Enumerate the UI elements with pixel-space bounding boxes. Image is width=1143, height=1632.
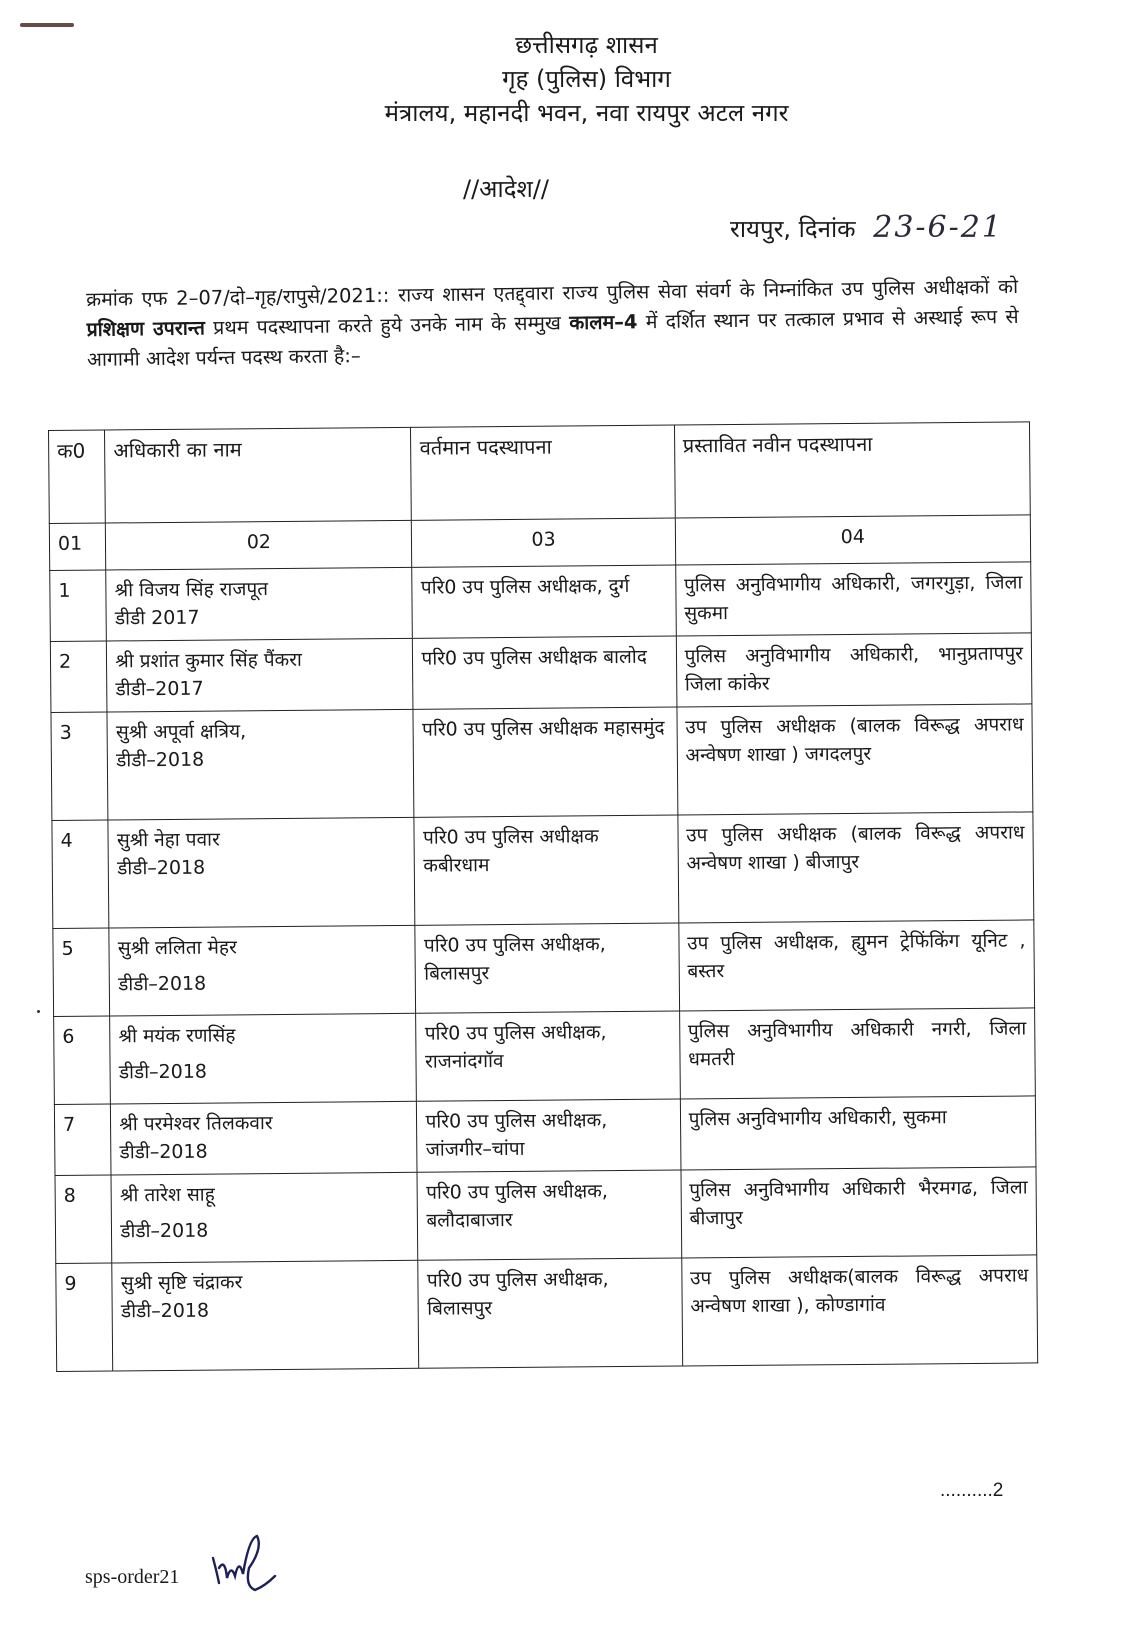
officer-batch: डीडी–2018 — [117, 856, 206, 880]
scan-dot — [37, 1010, 40, 1013]
cell-serial: 2 — [50, 641, 107, 712]
cell-current-posting: परि0 उप पुलिस अधीक्षक, जांजगीर–चांपा — [417, 1099, 681, 1172]
signature-icon — [205, 1528, 295, 1598]
cell-serial: 4 — [52, 820, 109, 928]
officer-batch: डीडी–2018 — [120, 1299, 210, 1323]
cell-officer — [110, 1013, 417, 1104]
cell-serial: 9 — [56, 1263, 113, 1371]
table-header-row — [49, 422, 1031, 524]
cell-serial: 8 — [55, 1175, 112, 1263]
officer-name: सुश्री सृष्टि चंद्राकर — [120, 1271, 243, 1295]
cell-current-posting: परि0 उप पुलिस अधीक्षक, दुर्ग — [412, 565, 676, 638]
column-number: 01 — [49, 523, 106, 570]
table-row — [56, 1255, 1038, 1372]
officer-name: सुश्री नेहा पवार — [116, 828, 220, 852]
cell-officer — [112, 1260, 419, 1371]
officer-name: श्री मयंक रणसिंह — [118, 1024, 236, 1048]
intro-text: प्रथम पदस्थापना करते हुये उनके नाम के सम्मुख — [204, 311, 570, 340]
header-current-posting: वर्तमान पदस्थापना — [411, 425, 675, 520]
posting-table — [48, 421, 1038, 1372]
cell-officer — [111, 1172, 418, 1263]
date-line — [730, 210, 1003, 245]
cell-current-posting: परि0 उप पुलिस अधीक्षक बालोद — [413, 636, 677, 709]
officer-batch: डीडी–2018 — [116, 748, 205, 772]
officer-name: श्री तारेश साहू — [119, 1183, 215, 1207]
intro-bold-text: कालम–4 — [569, 310, 638, 335]
cell-proposed-posting: पुलिस अनुविभागीय अधिकारी, जगरगुड़ा, जिला सुकमा — [675, 562, 1031, 636]
cell-serial: 7 — [54, 1104, 111, 1175]
cell-proposed-posting: उप पुलिस अधीक्षक(बालक विरूद्ध अपराध अन्वेषण शाखा ), कोण्डागांव — [681, 1255, 1037, 1366]
column-number: 04 — [675, 515, 1031, 565]
table-row — [55, 1167, 1037, 1264]
order-title: //आदेश// — [463, 175, 549, 203]
cell-proposed-posting: उप पुलिस अधीक्षक (बालक विरूद्ध अपराध अन्वेषण शाखा ) जगदलपुर — [677, 704, 1033, 815]
officer-batch: डीडी–2018 — [118, 1060, 208, 1084]
cell-current-posting: परि0 उप पुलिस अधीक्षक महासमुंद — [413, 707, 677, 817]
officer-name: सुश्री अपूर्वा क्षत्रिय, — [115, 720, 247, 744]
column-number: 03 — [412, 518, 676, 567]
date-value: 23-6-21 — [873, 210, 1003, 245]
cell-officer — [109, 925, 416, 1016]
header-proposed-posting: प्रस्तावित नवीन पदस्थापना — [674, 422, 1030, 518]
officer-batch: डीडी–2017 — [115, 677, 204, 701]
cell-serial: 3 — [51, 712, 108, 820]
officer-batch: डीडी–2018 — [119, 1140, 208, 1164]
officer-name: श्री परमेश्वर तिलकवार — [119, 1112, 273, 1136]
intro-text: क्रमांक एफ 2–07/दो–गृह/रापुसे/2021:: राज्य शासन एतद्द्वारा राज्य पुलिस सेवा संवर्ग के निम्नांकित उप पुलिस अधीक्षकों को — [86, 274, 1019, 311]
intro-bold-text: प्रशिक्षण उपरान्त — [86, 316, 206, 341]
cell-current-posting: परि0 उप पुलिस अधीक्षक, बलौदाबाजार — [417, 1170, 681, 1260]
officer-name: श्री विजय सिंह राजपूत — [114, 578, 269, 602]
cell-proposed-posting: उप पुलिस अधीक्षक, ह्युमन ट्रेफिंकिंग यूनिट , बस्तर — [678, 920, 1034, 1011]
table-row — [54, 1008, 1036, 1105]
table-row — [50, 633, 1032, 713]
cell-proposed-posting: पुलिस अनुविभागीय अधिकारी, भानुप्रतापपुर जिला कांकेर — [676, 633, 1032, 707]
header-officer-name: अधिकारी का नाम — [105, 427, 412, 523]
officer-name: श्री प्रशांत कुमार सिंह पैंकरा — [115, 648, 303, 673]
cell-officer — [106, 567, 413, 641]
officer-batch: डीडी–2018 — [118, 972, 207, 996]
order-intro-paragraph — [86, 272, 1019, 375]
table-column-number-row — [49, 515, 1030, 571]
scan-mark — [20, 23, 74, 27]
cell-proposed-posting: पुलिस अनुविभागीय अधिकारी भैरमगढ, जिला बीजापुर — [681, 1167, 1037, 1258]
cell-officer — [108, 817, 415, 928]
cell-current-posting: परि0 उप पुलिस अधीक्षक, बिलासपुर — [415, 923, 679, 1013]
cell-serial: 1 — [50, 570, 107, 641]
cell-officer — [111, 1101, 418, 1175]
page-continuation: ..........2 — [940, 1480, 1004, 1501]
letterhead-department: गृह (पुलिस) विभाग — [502, 65, 671, 93]
date-label: रायपुर, दिनांक — [730, 215, 856, 243]
cell-serial: 5 — [53, 928, 110, 1016]
cell-proposed-posting: पुलिस अनुविभागीय अधिकारी, सुकमा — [680, 1096, 1036, 1170]
cell-officer — [107, 638, 414, 712]
table-row — [50, 562, 1032, 642]
cell-officer — [107, 709, 414, 820]
cell-proposed-posting: उप पुलिस अधीक्षक (बालक विरूद्ध अपराध अन्वेषण शाखा ) बीजापुर — [678, 812, 1034, 923]
cell-serial: 6 — [54, 1016, 111, 1104]
table-row — [54, 1096, 1036, 1176]
intro-text: में दर्शित स्थान पर तत्काल प्रभाव से अस्थाई रूप से आगामी आदेश पर्यन्त पदस्थ करता है:– — [86, 304, 1019, 371]
cell-current-posting: परि0 उप पुलिस अधीक्षक, बिलासपुर — [418, 1258, 682, 1368]
cell-current-posting: परि0 उप पुलिस अधीक्षक, राजनांदगॉव — [416, 1011, 680, 1101]
column-number: 02 — [106, 520, 413, 570]
cell-current-posting: परि0 उप पुलिस अधीक्षक कबीरधाम — [414, 815, 678, 925]
table-row — [51, 704, 1033, 821]
document-reference: sps-order21 — [85, 1566, 180, 1588]
header-serial: क0 — [49, 430, 106, 523]
officer-batch: डीडी–2018 — [120, 1219, 209, 1243]
cell-proposed-posting: पुलिस अनुविभागीय अधिकारी नगरी, जिला धमतरी — [679, 1008, 1035, 1099]
table-row — [52, 812, 1034, 929]
officer-batch: डीडी 2017 — [114, 606, 200, 630]
table-row — [53, 920, 1035, 1017]
letterhead-address: मंत्रालय, महानदी भवन, नवा रायपुर अटल नगर — [384, 99, 789, 127]
officer-name: सुश्री ललिता मेहर — [117, 936, 237, 960]
letterhead-government: छत्तीसगढ़ शासन — [515, 31, 658, 59]
